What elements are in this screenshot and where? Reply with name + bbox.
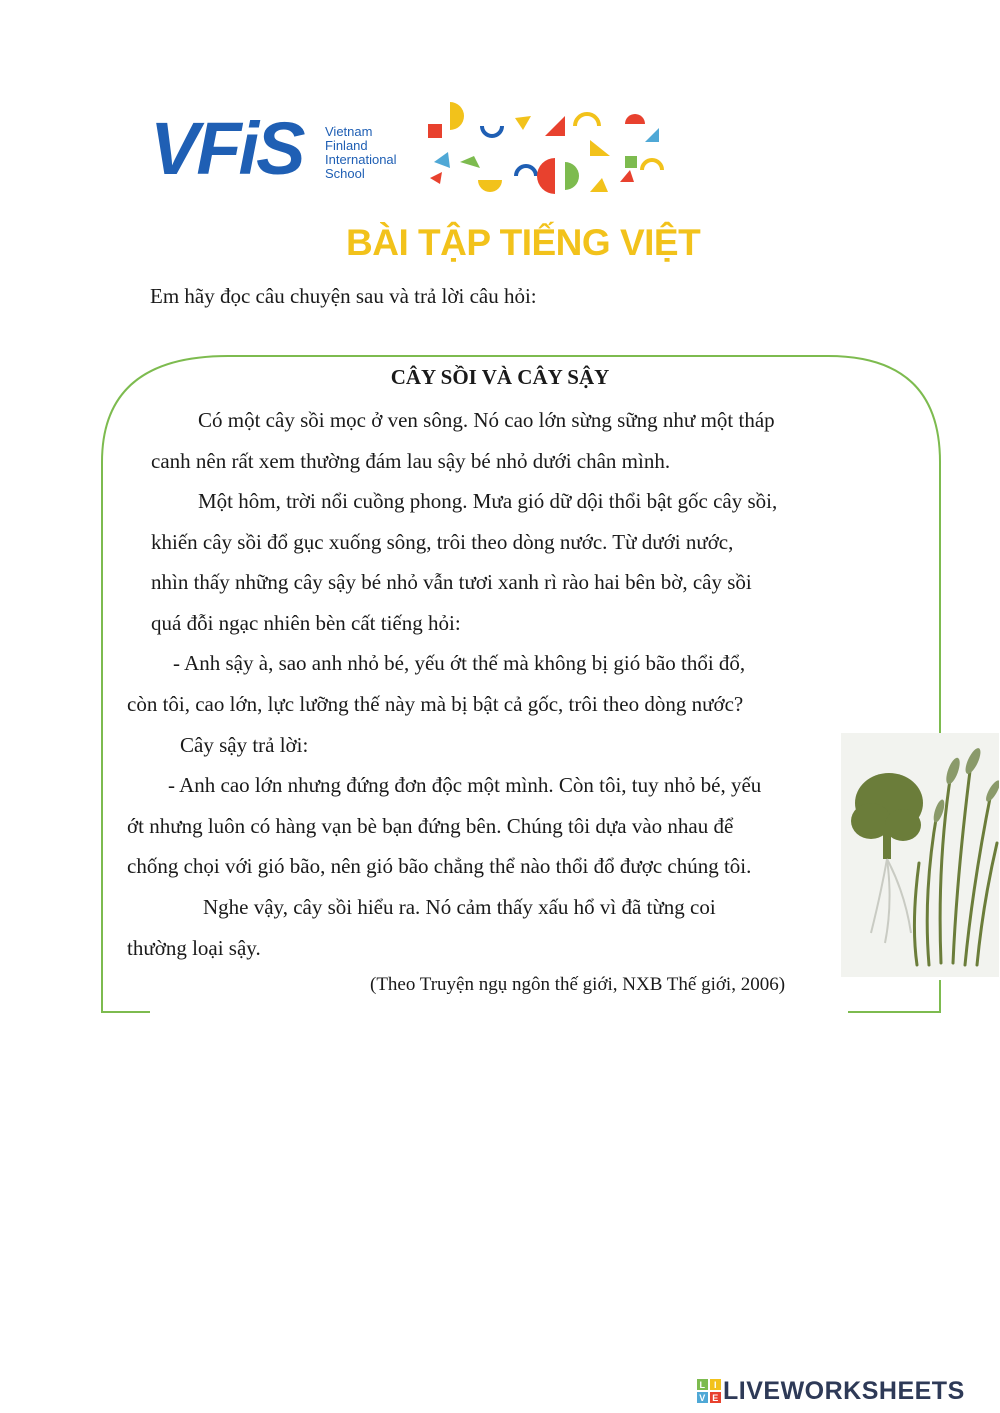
story-line: thường loại sậy. (127, 936, 261, 960)
instruction-text: Em hãy đọc câu chuyện sau và trả lời câu hỏi: (150, 284, 537, 308)
story-line: Nghe vậy, cây sồi hiểu ra. Nó cảm thấy xấu hổ vì đã từng coi (203, 895, 716, 919)
story-line: khiến cây sồi đổ gục xuống sông, trôi theo dòng nước. Từ dưới nước, (151, 530, 734, 554)
logo-subtitle-line: International (325, 152, 397, 167)
page-title: BÀI TẬP TIẾNG VIỆT (346, 222, 701, 263)
badge-letter: V (699, 1393, 706, 1403)
oak-and-reed-illustration (841, 733, 999, 977)
badge-letter: L (699, 1380, 706, 1390)
liveworksheets-badge-icon (697, 1379, 721, 1403)
story-line: nhìn thấy những cây sậy bé nhỏ vẫn tươi xanh rì rào hai bên bờ, cây sồi (151, 570, 752, 594)
logo-subtitle-line: Finland (325, 138, 368, 153)
story-line: ớt nhưng luôn có hàng vạn bè bạn đứng bên. Chúng tôi dựa vào nhau để (127, 814, 734, 838)
badge-letter: E (712, 1393, 719, 1403)
story-line: Có một cây sồi mọc ở ven sông. Nó cao lớn sừng sững như một tháp (198, 408, 775, 432)
story-line: Cây sậy trả lời: (180, 733, 309, 757)
story-line: Một hôm, trời nổi cuồng phong. Mưa gió dữ dội thổi bật gốc cây sồi, (198, 489, 778, 513)
liveworksheets-brand-text: LIVEWORKSHEETS (723, 1377, 965, 1405)
story-line: chống chọi với gió bão, nên gió bão chẳng thể nào thổi đổ được chúng tôi. (127, 854, 752, 878)
badge-letter: I (713, 1380, 718, 1390)
story-line: - Anh sậy à, sao anh nhỏ bé, yếu ớt thế mà không bị gió bão thổi đổ, (173, 651, 746, 675)
story-line: còn tôi, cao lớn, lực lưỡng thế này mà bị bật cả gốc, trôi theo dòng nước? (127, 692, 744, 716)
decorative-confetti-icon (420, 100, 670, 200)
logo-subtitle-line: School (325, 166, 365, 181)
school-logo-subtitle (325, 125, 397, 181)
liveworksheets-logo (697, 1377, 965, 1406)
story-line: quá đỗi ngạc nhiên bèn cất tiếng hỏi: (151, 611, 461, 635)
logo-subtitle-line: Vietnam (325, 124, 373, 139)
school-logo: VFiS (150, 107, 303, 190)
story-line: - Anh cao lớn nhưng đứng đơn độc một mình. Còn tôi, tuy nhỏ bé, yếu (168, 773, 762, 797)
story-source: (Theo Truyện ngụ ngôn thế giới, NXB Thế giới, 2006) (370, 974, 786, 995)
story-title: CÂY SỒI VÀ CÂY SẬY (390, 365, 610, 389)
story-line: canh nên rất xem thường đám lau sậy bé nhỏ dưới chân mình. (151, 449, 671, 473)
